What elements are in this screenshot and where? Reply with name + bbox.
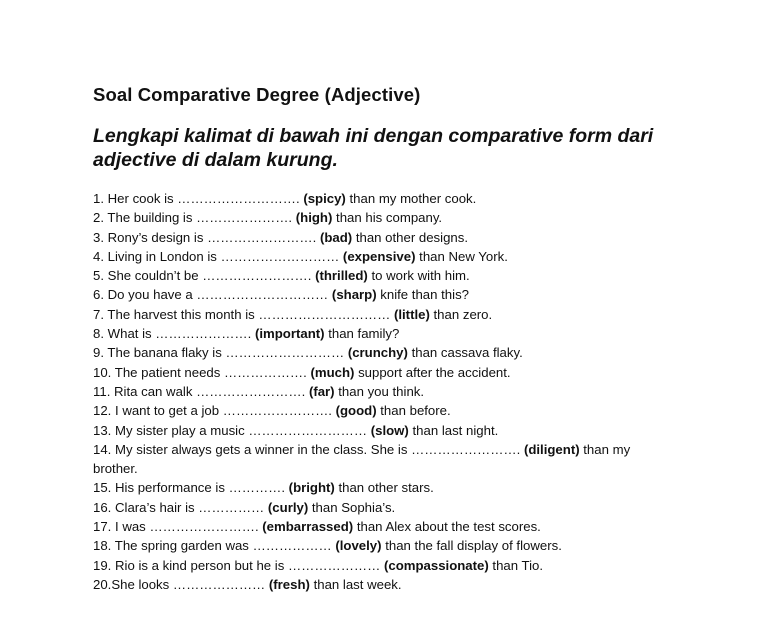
question-item: [93, 343, 653, 362]
question-text: 10. The patient needs ……………….: [93, 364, 311, 380]
question-text-end: knife than this?: [376, 287, 469, 303]
question-text: 15. His performance is ………….: [93, 480, 289, 496]
question-item: [93, 324, 653, 343]
question-item: [93, 208, 653, 227]
question-text: 1. Her cook is ……………………….: [93, 191, 304, 206]
question-list: [93, 189, 653, 594]
question-text-end: than Sophia’s.: [308, 499, 396, 515]
adjective-hint: (expensive): [342, 248, 416, 264]
document-title: Soal Comparative Degree (Adjective): [93, 84, 421, 105]
question-item: [93, 285, 653, 304]
instruction-text: Lengkapi kalimat di bawah ini dengan comparative form dari adjective di dalam kurung.: [93, 125, 654, 171]
question-text: 20.She looks …………………: [93, 576, 269, 592]
adjective-hint: (high): [295, 210, 333, 226]
question-text: 12. I want to get a job …………………….: [93, 403, 336, 419]
adjective-hint: (embarrassed): [262, 519, 354, 535]
question-text: 2. The building is ………………….: [93, 210, 296, 226]
question-item: [93, 228, 653, 247]
question-item: [93, 478, 653, 497]
adjective-hint: (compassionate): [383, 557, 489, 573]
adjective-hint: (much): [310, 364, 355, 380]
adjective-hint: (far): [308, 383, 335, 399]
adjective-hint: (bad): [319, 229, 353, 245]
question-text-end: than other stars.: [334, 480, 434, 496]
question-text-end: than zero.: [429, 306, 493, 322]
question-text-end: to work with him.: [367, 268, 470, 284]
question-text: 14. My sister always gets a winner in the class. She is …………………….: [93, 441, 524, 457]
question-item: [93, 382, 653, 401]
question-item: [93, 363, 653, 382]
question-text-end: than New York.: [415, 248, 508, 264]
question-item: [93, 498, 653, 517]
question-text: 4. Living in London is ………………………: [93, 248, 343, 264]
question-text: 17. I was …………………….: [93, 519, 263, 535]
question-text: 6. Do you have a …………………………: [93, 287, 332, 303]
question-text-end: than the fall display of flowers.: [381, 538, 562, 554]
adjective-hint: (bright): [288, 480, 335, 496]
question-text-end: than Alex about the test scores.: [353, 519, 541, 535]
question-item: [93, 247, 653, 266]
question-text: 13. My sister play a music ………………………: [93, 422, 371, 438]
question-item: [93, 305, 653, 324]
question-text-end: than you think.: [334, 383, 425, 399]
question-text: 11. Rita can walk …………………….: [93, 383, 309, 399]
question-text: 8. What is ………………….: [93, 326, 255, 342]
question-text-end: support after the accident.: [354, 364, 511, 380]
adjective-hint: (curly): [267, 499, 309, 515]
question-text-end: than last week.: [309, 576, 402, 592]
adjective-hint: (slow): [370, 422, 409, 438]
question-text: 16. Clara’s hair is ……………: [93, 499, 268, 515]
question-item: [93, 556, 653, 575]
adjective-hint: (little): [393, 306, 430, 322]
question-item: [93, 266, 653, 285]
question-text-end: than my mother cook.: [345, 191, 477, 206]
adjective-hint: (good): [335, 403, 377, 419]
question-text: 5. She couldn’t be …………………….: [93, 268, 316, 284]
question-text-end: than Tio.: [488, 557, 544, 573]
adjective-hint: (important): [254, 326, 325, 342]
adjective-hint: (sharp): [331, 287, 377, 303]
question-text: 3. Rony’s design is …………………….: [93, 229, 320, 245]
question-item: [93, 440, 653, 479]
question-item: [93, 575, 653, 594]
question-text-end: than my brother.: [93, 441, 631, 477]
question-text-end: than his company.: [332, 210, 443, 226]
question-text: 9. The banana flaky is ………………………: [93, 345, 348, 361]
question-text: 18. The spring garden was ………………: [93, 538, 336, 554]
question-item: [93, 189, 653, 208]
question-text-end: than family?: [324, 326, 400, 342]
question-item: [93, 401, 653, 420]
question-text: 7. The harvest this month is …………………………: [93, 306, 394, 322]
adjective-hint: (thrilled): [315, 268, 368, 284]
question-text: 19. Rio is a kind person but he is …………………: [93, 557, 384, 573]
question-item: [93, 536, 653, 555]
adjective-hint: (spicy): [303, 191, 346, 206]
question-text-end: than other designs.: [352, 229, 469, 245]
question-text-end: than cassava flaky.: [407, 345, 523, 361]
adjective-hint: (lovely): [335, 538, 382, 554]
question-item: [93, 517, 653, 536]
question-text-end: than last night.: [408, 422, 499, 438]
adjective-hint: (fresh): [268, 576, 310, 592]
adjective-hint: (diligent): [523, 441, 580, 457]
adjective-hint: (crunchy): [347, 345, 408, 361]
question-text-end: than before.: [376, 403, 451, 419]
question-item: [93, 421, 653, 440]
